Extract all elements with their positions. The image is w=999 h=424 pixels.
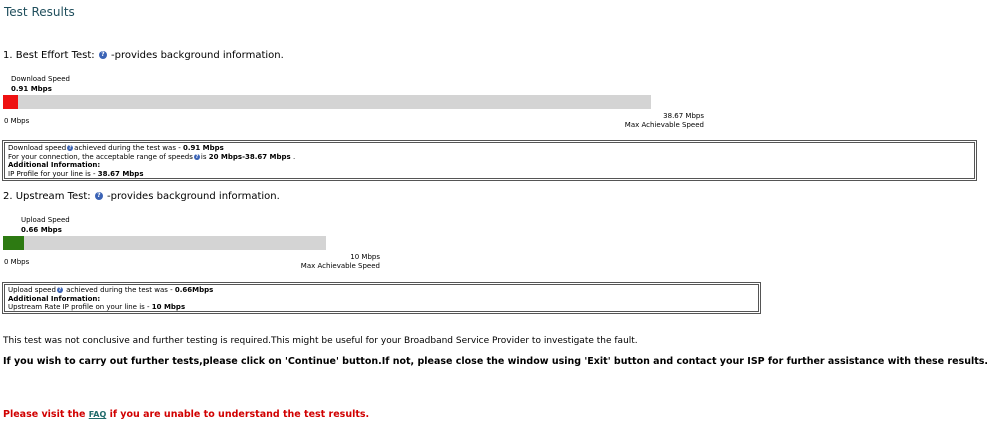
upload-max-value: 10 Mbps: [350, 253, 380, 261]
download-info-box: [4, 142, 975, 179]
upload-info-line-2: Upstream Rate IP profile on your line is - 10 Mbps: [8, 303, 186, 311]
faq-notice: Please visit the FAQ if you are unable to understand the test results.: [3, 409, 370, 420]
page-title: Test Results: [4, 5, 75, 19]
best-effort-heading-text: 1. Best Effort Test:: [3, 50, 95, 61]
faq-link[interactable]: FAQ: [88, 410, 107, 419]
upstream-profile-value: 10 Mbps: [151, 303, 186, 311]
download-max-label: Max Achievable Speed: [624, 121, 704, 129]
download-speed-value: 0.91 Mbps: [11, 85, 52, 93]
upstream-heading: [3, 191, 280, 202]
upload-speed-label: Upload Speed: [21, 216, 70, 224]
upload-info-box: [4, 284, 759, 312]
best-effort-heading-suffix: -provides background information.: [111, 50, 284, 61]
upload-additional-heading: Additional Information:: [8, 294, 101, 303]
download-info-line-1: Download speed ? achieved during the test was - 0.91 Mbps: [8, 144, 224, 152]
question-circle-icon[interactable]: ?: [99, 51, 107, 59]
inconclusive-note: This test was not conclusive and further testing is required.This might be useful for your Broadband Service Provider to investigate the fault.: [3, 336, 638, 346]
upstream-heading-text: 2. Upstream Test:: [3, 191, 91, 202]
upload-info-line-1: Upload speed ? achieved during the test was - 0.66Mbps: [8, 286, 214, 294]
question-circle-icon[interactable]: ?: [58, 287, 62, 293]
download-info-line-3: IP Profile for your line is - 38.67 Mbps: [8, 169, 144, 178]
upstream-heading-suffix: -provides background information.: [107, 191, 280, 202]
continue-instruction: If you wish to carry out further tests,please click on 'Continue' button.If not, please close the window using 'Exit' button and contact your ISP for further assistance with these results.: [3, 356, 989, 367]
upload-speed-value: 0.66 Mbps: [21, 226, 62, 234]
upload-min-label: 0 Mbps: [4, 258, 30, 266]
download-speed-label: Download Speed: [11, 75, 70, 83]
question-circle-icon[interactable]: ?: [195, 153, 199, 160]
download-speed-bar-fill: [3, 95, 18, 109]
ip-profile-value: 38.67 Mbps: [97, 169, 144, 178]
upload-speed-result: 0.66Mbps: [174, 286, 214, 294]
best-effort-heading: [3, 50, 284, 61]
download-speed-result: 0.91 Mbps: [182, 144, 224, 152]
upload-speed-bar: [3, 236, 326, 250]
download-min-label: 0 Mbps: [4, 117, 30, 125]
download-speed-bar: [3, 95, 651, 109]
download-max-value: 38.67 Mbps: [663, 112, 704, 120]
download-additional-heading: Additional Information:: [8, 161, 101, 169]
acceptable-range: 20 Mbps-38.67 Mbps: [208, 152, 291, 161]
question-circle-icon[interactable]: ?: [95, 192, 103, 200]
upload-speed-bar-fill: [3, 236, 24, 250]
question-circle-icon[interactable]: ?: [68, 145, 72, 151]
upload-max-label: Max Achievable Speed: [300, 262, 380, 270]
download-info-line-2: For your connection, the acceptable range of speeds ? is 20 Mbps-38.67 Mbps .: [8, 152, 296, 161]
